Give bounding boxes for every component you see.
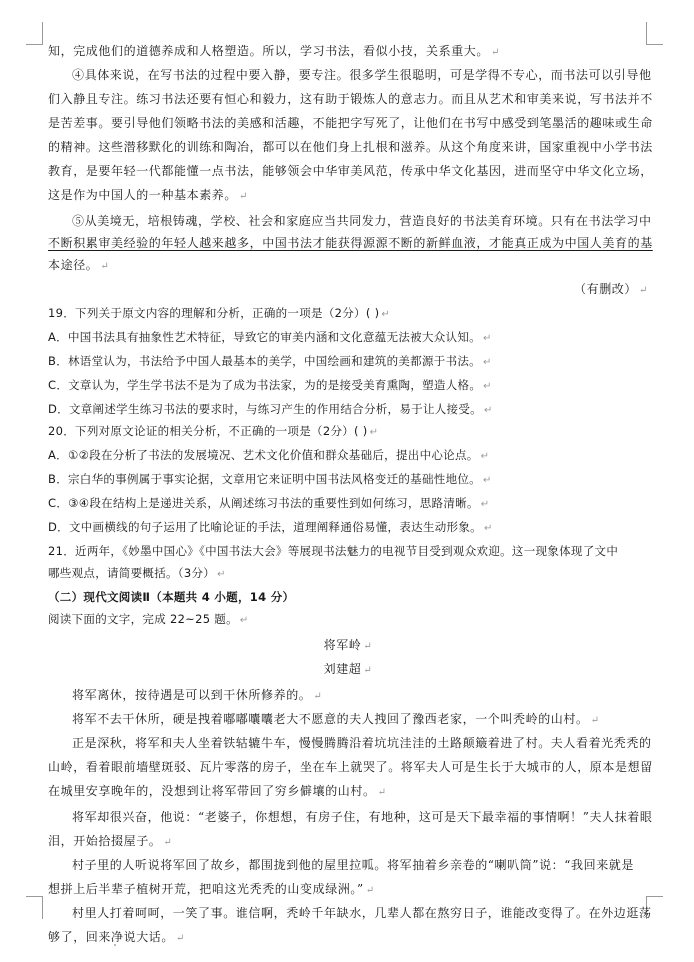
story-title: 将军岭 ↵ — [323, 638, 373, 652]
story-paragraph-line: 够了，回来净说大话。 ↵ — [48, 930, 185, 944]
story-paragraph-line: 将军却很兴奋，他说：“老婆子，你想想，有房子住，有地种，这可是天下最幸福的事情啊！”夫人抹着眼 — [72, 810, 653, 824]
question-20-option-a: A．①②段在分析了书法的发展境况、艺术文化价值和群众基础后，提出中心论点。 ↵ — [48, 448, 490, 462]
question-19-option-c: C．文章认为，学生学书法不是为了成为书法家，为的是接受美育熏陶，塑造人格。 ↵ — [48, 378, 492, 392]
question-20-option-b: B．宗白华的事例属于事实论据，文章用它来证明中国书法风格变迁的基础性地位。 ↵ — [48, 472, 492, 486]
question-19-stem: 19．下列关于原文内容的理解和分析，正确的一项是（2分）( ) ↵ — [48, 306, 391, 320]
question-20-option-c: C．③④段在结构上是递进关系，从阐述练习书法的重要性到如何练习，思路清晰。 ↵ — [48, 496, 490, 510]
crop-mark-bottom-left — [26, 896, 43, 919]
passage-paragraph-4-line: ④具体来说，在写书法的过程中要入静，要专注。很多学生很聪明，可是学得不专心，而书法可以引导他 — [72, 68, 652, 82]
passage-line: 们入静且专注。练习书法还要有恒心和毅力，这有助于锻炼人的意志力。而且从艺术和审美来说，写书法并不 — [48, 92, 653, 106]
passage-line: 本途径。 ↵ — [48, 258, 110, 272]
question-21-line: 哪些观点，请简要概括。（3分） ↵ — [48, 566, 226, 580]
passage-line: 这是作为中国人的一种基本素养。 ↵ — [48, 188, 248, 202]
story-paragraph-line: 村里人打着呵呵，一笑了事。谁信啊，秃岭千年缺水，几辈人都在熬穷日子，谁能改变得了。在外边逛荡 — [72, 906, 652, 920]
story-paragraph-line: 泪，开始拾掇屋子。 ↵ — [48, 834, 173, 848]
crop-mark-top-left — [26, 22, 43, 45]
crop-mark-top-right — [646, 22, 663, 45]
story-paragraph-line: 正是深秋，将军和夫人坐着铁轱辘牛车，慢慢腾腾沿着坑坑洼洼的土路颠簸着进了村。夫人看着光秃秃的 — [72, 736, 652, 750]
section-instruction: 阅读下面的文字，完成 22~25 题。 ↵ — [48, 612, 249, 626]
story-paragraph-line: 村子里的人听说将军回了故乡，都围拢到他的屋里拉呱。将军抽着乡亲卷的“喇叭筒”说：“我回来就是 — [72, 858, 635, 872]
section-heading: （二）现代文阅读Ⅱ（本题共 4 小题，14 分） — [48, 590, 295, 604]
story-paragraph-line: 将军不去干休所，硬是拽着嘟嘟囔囔老大不愿意的夫人拽回了豫西老家，一个叫秃岭的山村。 ↵ — [72, 712, 600, 726]
passage-line: 知，完成他们的道德养成和人格塑造。所以，学习书法，看似小技，关系重大。 ↵ — [48, 44, 500, 58]
passage-line: 是苦差事。要引导他们领略书法的美感和活趣，不能把字写死了，让他们在书写中感受到笔墨活的趣味或生命 — [48, 116, 653, 130]
question-20-option-d: D．文中画横线的句子运用了比喻论证的手法，道理阐释通俗易懂，表达生动形象。 ↵ — [48, 520, 493, 534]
passage-line: 教育，是要年轻一代都能懂一点书法，能够领会中华审美风范，传承中华文化基因，进而坚守中华文化立场， — [48, 164, 653, 178]
question-19-option-a: A．中国书法具有抽象性艺术特征，导致它的审美内涵和文化意蕴无法被大众认知。 ↵ — [48, 330, 492, 344]
story-paragraph-line: 在城里安享晚年的，没想到让将军带回了穷乡僻壤的山村。 ↵ — [48, 784, 387, 798]
passage-line: 的精神。这些潜移默化的训练和陶冶，都可以在他们身上扎根和滋养。从这个角度来讲，国家重视中小学书法 — [48, 140, 653, 154]
question-21-line: 21．近两年，《妙墨中国心》《中国书法大会》等展现书法魅力的电视节目受到观众欢迎。这一现象体现了文中 — [48, 544, 619, 558]
story-paragraph-line: 想拼上后半辈子植树开荒，把咱这光秃秃的山变成绿洲。” ↵ — [48, 882, 375, 896]
source-note: （有删改） ↵ — [574, 282, 648, 296]
story-paragraph-line: 将军离休，按待遇是可以到干休所修养的。 ↵ — [72, 688, 323, 702]
passage-paragraph-5-line: ⑤从美境无，培根铸魂，学校、社会和家庭应当共同发力，营造良好的书法美育环境。只有在书法学习中 — [72, 214, 652, 228]
question-19-option-b: B．林语堂认为，书法给予中国人最基本的美学，中国绘画和建筑的美都源于书法。 ↵ — [48, 354, 492, 368]
story-paragraph-line: 山岭，看着眼前墙壁斑驳、瓦片零落的房子，坐在车上就哭了。将军夫人可是生长于大城市的人，原本是想留 — [48, 760, 653, 774]
story-author: 刘建超 ↵ — [323, 662, 373, 676]
page-dot — [114, 944, 116, 946]
question-20-stem: 20．下列对原文论证的相关分析，不正确的一项是（2分）( ) ↵ — [48, 424, 379, 438]
underlined-sentence-line: 不断积累审美经验的年轻人越来越多，中国书法才能获得源源不断的新鲜血液，才能真正成为中国人美育的基 — [48, 236, 653, 250]
question-19-option-d: D．文章阐述学生练习书法的要求时，与练习产生的作用结合分析，易于让人接受。 ↵ — [48, 402, 493, 416]
